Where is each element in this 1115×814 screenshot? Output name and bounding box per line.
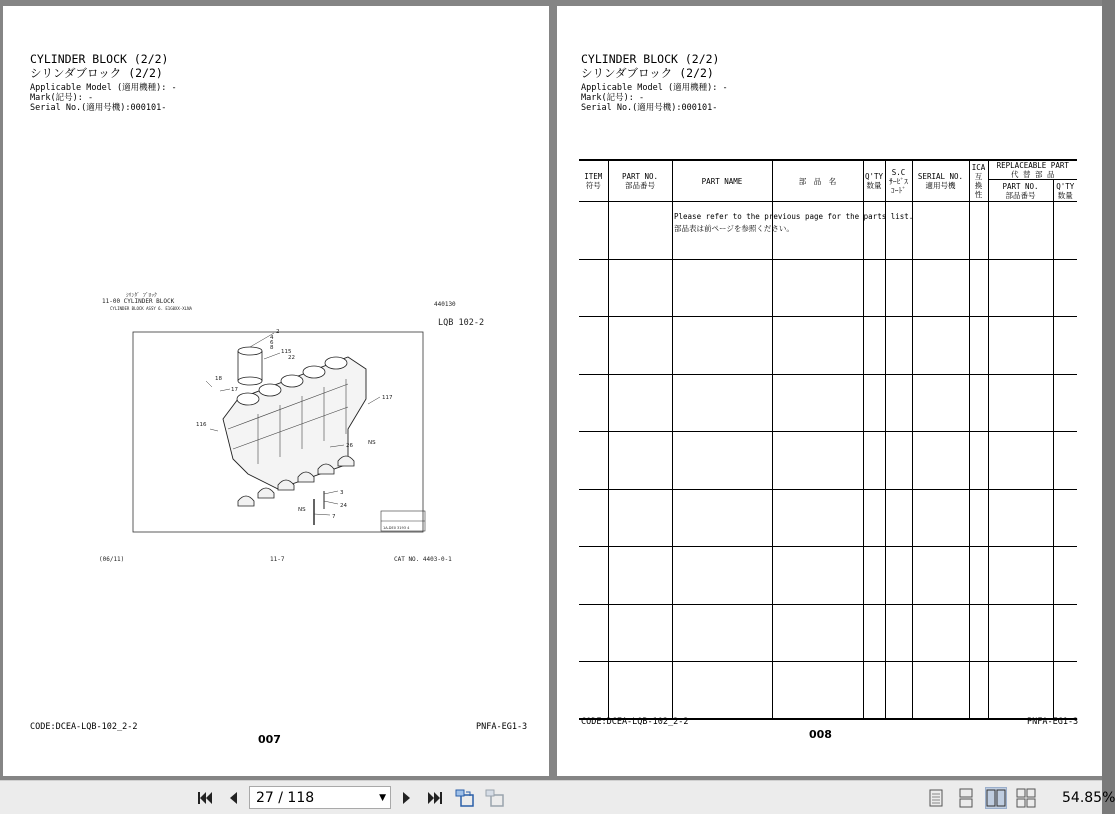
table-cell (1053, 317, 1077, 375)
table-cell (863, 374, 885, 432)
table-cell (579, 202, 608, 260)
callout-3: 3 (340, 490, 344, 496)
header-serial: SERIAL NO. 適用号機 (912, 160, 969, 202)
header-repl-part-no: PART NO. 部品番号 (988, 180, 1053, 202)
callout-8: 8 (270, 345, 274, 351)
page-number: 008 (809, 728, 832, 741)
table-cell (608, 202, 672, 260)
table-cell (912, 374, 969, 432)
page-header (581, 52, 728, 113)
header-repl-qty: Q'TY 数量 (1053, 180, 1077, 202)
table-cell (772, 604, 863, 662)
table-cell (863, 489, 885, 547)
page-007 (3, 6, 549, 776)
table-cell (579, 432, 608, 490)
table-cell (988, 604, 1053, 662)
table-cell (772, 489, 863, 547)
table-cell (579, 259, 608, 317)
title-en: CYLINDER BLOCK (2/2) (30, 52, 169, 66)
parts-table (579, 159, 1077, 720)
next-page-icon[interactable] (396, 787, 418, 809)
note-jp: 部品表は前ページを参照ください。 (674, 224, 794, 233)
callout-ns-2: NS (298, 507, 306, 513)
table-cell (912, 317, 969, 375)
table-cell (969, 662, 988, 720)
table-cell (1053, 374, 1077, 432)
callout-4: 4 (270, 335, 274, 341)
table-cell (672, 432, 772, 490)
note-en: Please refer to the previous page for the parts list. (674, 212, 914, 221)
table-row (579, 317, 1077, 375)
applicable-model: Applicable Model (適用機種): - (581, 83, 728, 93)
table-cell (672, 374, 772, 432)
table-cell (912, 662, 969, 720)
table-cell (608, 317, 672, 375)
header-part-name: PART NAME (672, 160, 772, 202)
table-cell (885, 662, 912, 720)
table-cell (863, 547, 885, 605)
table-cell (863, 317, 885, 375)
single-page-view-icon[interactable] (926, 788, 946, 808)
table-row (579, 432, 1077, 490)
table-cell (885, 547, 912, 605)
table-row (579, 259, 1077, 317)
table-cell (772, 259, 863, 317)
table-cell (969, 432, 988, 490)
header-name-jp: 部 品 名 (772, 160, 863, 202)
callout-22: 22 (288, 355, 295, 361)
drawing-date: (06/11) (99, 556, 125, 563)
table-cell (579, 547, 608, 605)
table-cell (863, 259, 885, 317)
table-cell (988, 259, 1053, 317)
table-cell (969, 317, 988, 375)
table-cell (579, 662, 608, 720)
table-cell (772, 547, 863, 605)
table-cell (863, 662, 885, 720)
parts-list-note (674, 211, 913, 235)
footer-code: CODE:DCEA-LQB-102_2-2 (30, 722, 138, 732)
engine-block-illustration (98, 289, 498, 569)
page-header (30, 52, 177, 113)
table-cell (969, 547, 988, 605)
table-cell (672, 489, 772, 547)
table-cell (912, 489, 969, 547)
page-number: 007 (258, 733, 281, 746)
table-cell (912, 547, 969, 605)
callout-7: 7 (332, 514, 336, 520)
callout-24: 24 (340, 503, 347, 509)
table-cell (672, 317, 772, 375)
mark-line: Mark(記号): - (30, 93, 94, 103)
table-cell (988, 317, 1053, 375)
footer-ref: PNFA-EG1-3 (1027, 717, 1079, 727)
page-number-field[interactable] (249, 786, 391, 809)
drawing-catalog-no: 440130 (434, 301, 456, 308)
applicable-model: Applicable Model (適用機種): - (30, 83, 177, 93)
title-jp: シリンダブロック (2/2) (581, 66, 714, 80)
table-cell (988, 202, 1053, 260)
header-item: ITEM 符号 (579, 160, 608, 202)
table-cell (885, 259, 912, 317)
page-number-value: 27 / 118 (256, 790, 315, 806)
header-replaceable: REPLACEABLE PART 代 替 部 品 (988, 160, 1077, 180)
drawing-stamp: 1A-DE0 3193 4 (383, 526, 410, 530)
callout-6: 6 (270, 340, 274, 346)
table-cell (579, 489, 608, 547)
table-row (579, 662, 1077, 720)
table-cell (885, 604, 912, 662)
two-page-view-icon[interactable] (986, 788, 1006, 808)
table-cell (863, 604, 885, 662)
table-cell (863, 432, 885, 490)
drawing-subcaption: CYLINDER BLOCK ASSY 6. E1G0XX-XLNA (110, 306, 192, 311)
callout-18: 18 (215, 376, 222, 382)
table-cell (579, 374, 608, 432)
table-cell (1053, 432, 1077, 490)
serial-line: Serial No.(適用号機):000101- (30, 103, 167, 113)
previous-page-icon[interactable] (222, 787, 244, 809)
page-008 (557, 6, 1102, 776)
table-cell (969, 489, 988, 547)
drawing-caption-jp: ｼﾘﾝﾀﾞ ﾌﾞﾛｯｸ (126, 293, 157, 299)
table-row (579, 374, 1077, 432)
table-cell (912, 202, 969, 260)
table-cell (772, 432, 863, 490)
go-back-icon[interactable] (454, 787, 476, 809)
table-cell (579, 317, 608, 375)
callout-115: 115 (281, 349, 292, 355)
table-row (579, 604, 1077, 662)
table-cell (912, 604, 969, 662)
drawing-sheet: 11-7 (270, 556, 285, 563)
footer-code: CODE:DCEA-LQB-102_2-2 (581, 717, 689, 727)
chevron-down-icon[interactable]: ▼ (379, 793, 386, 803)
table-cell (969, 259, 988, 317)
zoom-level[interactable]: 54.85% (1062, 790, 1115, 806)
table-cell (1053, 604, 1077, 662)
exploded-parts-drawing (98, 289, 498, 569)
drawing-lqb: LQB 102-2 (438, 318, 485, 328)
table-cell (988, 662, 1053, 720)
table-cell (608, 604, 672, 662)
table-cell (885, 432, 912, 490)
title-en: CYLINDER BLOCK (2/2) (581, 52, 720, 66)
callout-116: 116 (196, 422, 207, 428)
table-cell (608, 374, 672, 432)
footer-ref: PNFA-EG1-3 (476, 722, 528, 732)
table-cell (885, 489, 912, 547)
table-cell (969, 202, 988, 260)
table-cell (969, 374, 988, 432)
table-cell (672, 259, 772, 317)
table-cell (672, 547, 772, 605)
table-cell (772, 662, 863, 720)
table-cell (608, 547, 672, 605)
title-jp: シリンダブロック (2/2) (30, 66, 163, 80)
table-cell (1053, 489, 1077, 547)
viewer-toolbar (0, 780, 1115, 814)
table-row (579, 489, 1077, 547)
table-cell (608, 662, 672, 720)
table-cell (988, 374, 1053, 432)
mark-line: Mark(記号): - (581, 93, 645, 103)
callout-2: 2 (276, 329, 280, 335)
table-cell (1053, 259, 1077, 317)
drawing-cat-no: CAT NO. 4403-0-1 (394, 556, 452, 563)
table-cell (608, 489, 672, 547)
header-part-no: PART NO. 部品番号 (608, 160, 672, 202)
header-sc: S.C ｻｰﾋﾞｽ ｺｰﾄﾞ (885, 160, 912, 202)
continuous-view-icon[interactable] (956, 788, 976, 808)
table-cell (988, 432, 1053, 490)
table-cell (885, 374, 912, 432)
header-ica: ICA 互 換 性 (969, 160, 988, 202)
table-cell (608, 259, 672, 317)
table-cell (1053, 662, 1077, 720)
callout-17: 17 (231, 387, 238, 393)
callout-ns-1: NS (368, 440, 376, 446)
table-cell (885, 317, 912, 375)
table-cell (772, 374, 863, 432)
table-cell (608, 432, 672, 490)
last-page-icon[interactable] (424, 787, 446, 809)
callout-117: 117 (382, 395, 393, 401)
table-cell (912, 432, 969, 490)
table-cell (579, 604, 608, 662)
table-cell (969, 604, 988, 662)
drawing-caption-en: 11-00 CYLINDER BLOCK (102, 298, 175, 305)
table-cell (912, 259, 969, 317)
serial-line: Serial No.(適用号機):000101- (581, 103, 718, 113)
table-cell (1053, 202, 1077, 260)
table-cell (772, 317, 863, 375)
callout-26: 26 (346, 443, 353, 449)
two-page-continuous-view-icon[interactable] (1016, 788, 1036, 808)
table-cell (988, 547, 1053, 605)
table-cell (1053, 547, 1077, 605)
table-cell (672, 662, 772, 720)
header-qty: Q'TY 数量 (863, 160, 885, 202)
table-cell (988, 489, 1053, 547)
table-cell (672, 604, 772, 662)
go-forward-icon[interactable] (484, 787, 506, 809)
first-page-icon[interactable] (194, 787, 216, 809)
table-row (579, 547, 1077, 605)
